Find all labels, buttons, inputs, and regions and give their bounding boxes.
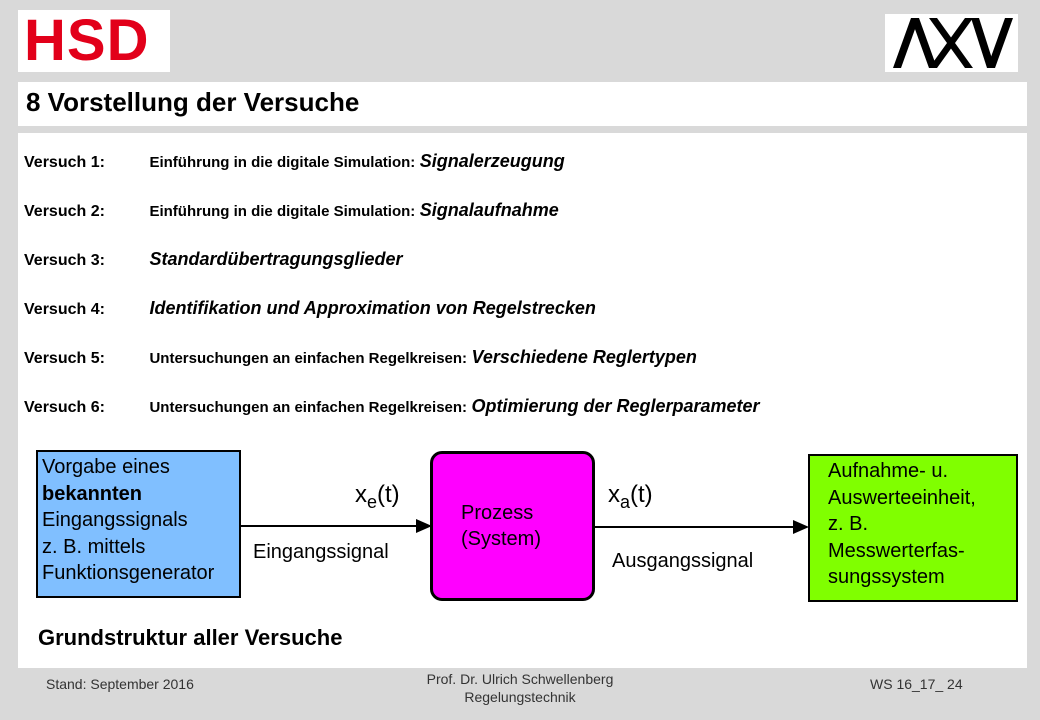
versuch-label: Versuch 3:	[24, 252, 105, 269]
signal-out-label: Ausgangssignal	[612, 550, 754, 572]
output-box-line-1: Aufnahme- u.	[828, 460, 949, 482]
input-box-line-4: z. B. mittels	[42, 536, 146, 558]
output-box-line-2: Auswerteeinheit,	[828, 487, 976, 509]
input-box-line-5: Funktionsgenerator	[42, 562, 215, 584]
versuch-subtitle: Optimierung der Reglerparameter	[471, 396, 760, 416]
versuch-label: Versuch 1:	[24, 154, 105, 171]
versuch-label: Versuch 4:	[24, 301, 105, 318]
signal-out-symbol: $x_a(t)$	[608, 481, 653, 512]
arrow-out-head	[793, 520, 809, 534]
footer-page: WS 16_17_ 24	[870, 676, 963, 692]
output-box-line-3: z. B.	[828, 513, 869, 535]
input-box-line-1: Vorgabe eines	[42, 456, 170, 478]
diagram-arrows	[18, 133, 1027, 668]
signal-in-label: Eingangssignal	[253, 541, 389, 563]
footer-date: Stand: September 2016	[46, 676, 194, 692]
versuch-topic: Untersuchungen an einfachen Regelkreisen:	[149, 399, 468, 416]
versuch-subtitle: Signalerzeugung	[419, 151, 565, 171]
footer-author	[388, 670, 652, 706]
process-box-line-1: Prozess	[461, 502, 534, 524]
footer-course: Regelungstechnik	[464, 689, 576, 705]
diagram-caption: Grundstruktur aller Versuche	[38, 625, 343, 650]
hsd-logo	[18, 10, 170, 72]
versuch-label: Versuch 2:	[24, 203, 105, 220]
axv-logo	[885, 14, 1018, 72]
input-box-line-3: Eingangssignals	[42, 509, 188, 531]
versuch-label: Versuch 5:	[24, 350, 105, 367]
output-box-line-4: Messwerterfas-	[828, 540, 965, 562]
title-bar	[18, 82, 1027, 126]
versuch-topic: Einführung in die digitale Simulation:	[149, 154, 416, 171]
signal-in-symbol: $x_e(t)$	[355, 481, 400, 512]
versuch-topic: Untersuchungen an einfachen Regelkreisen:	[149, 350, 468, 367]
versuch-topic: Einführung in die digitale Simulation:	[149, 203, 416, 220]
versuch-subtitle: Signalaufnahme	[419, 200, 559, 220]
versuch-subtitle: Standardübertragungsglieder	[149, 249, 403, 269]
input-box-line-2: bekannten	[42, 483, 143, 505]
versuch-subtitle: Identifikation und Approximation von Regelstrecken	[149, 298, 596, 318]
page-title: 8 Vorstellung der Versuche	[26, 87, 360, 117]
output-box-line-5: sungssystem	[828, 566, 945, 588]
axv-logo-graphic	[885, 14, 1018, 72]
hsd-logo-text: HSD	[24, 8, 150, 73]
arrow-in-head	[416, 519, 432, 533]
process-box-line-2: (System)	[461, 528, 541, 550]
content-area	[18, 133, 1027, 668]
versuch-subtitle: Verschiedene Reglertypen	[471, 347, 697, 367]
versuch-label: Versuch 6:	[24, 399, 105, 416]
footer-author-name: Prof. Dr. Ulrich Schwellenberg	[426, 671, 614, 687]
